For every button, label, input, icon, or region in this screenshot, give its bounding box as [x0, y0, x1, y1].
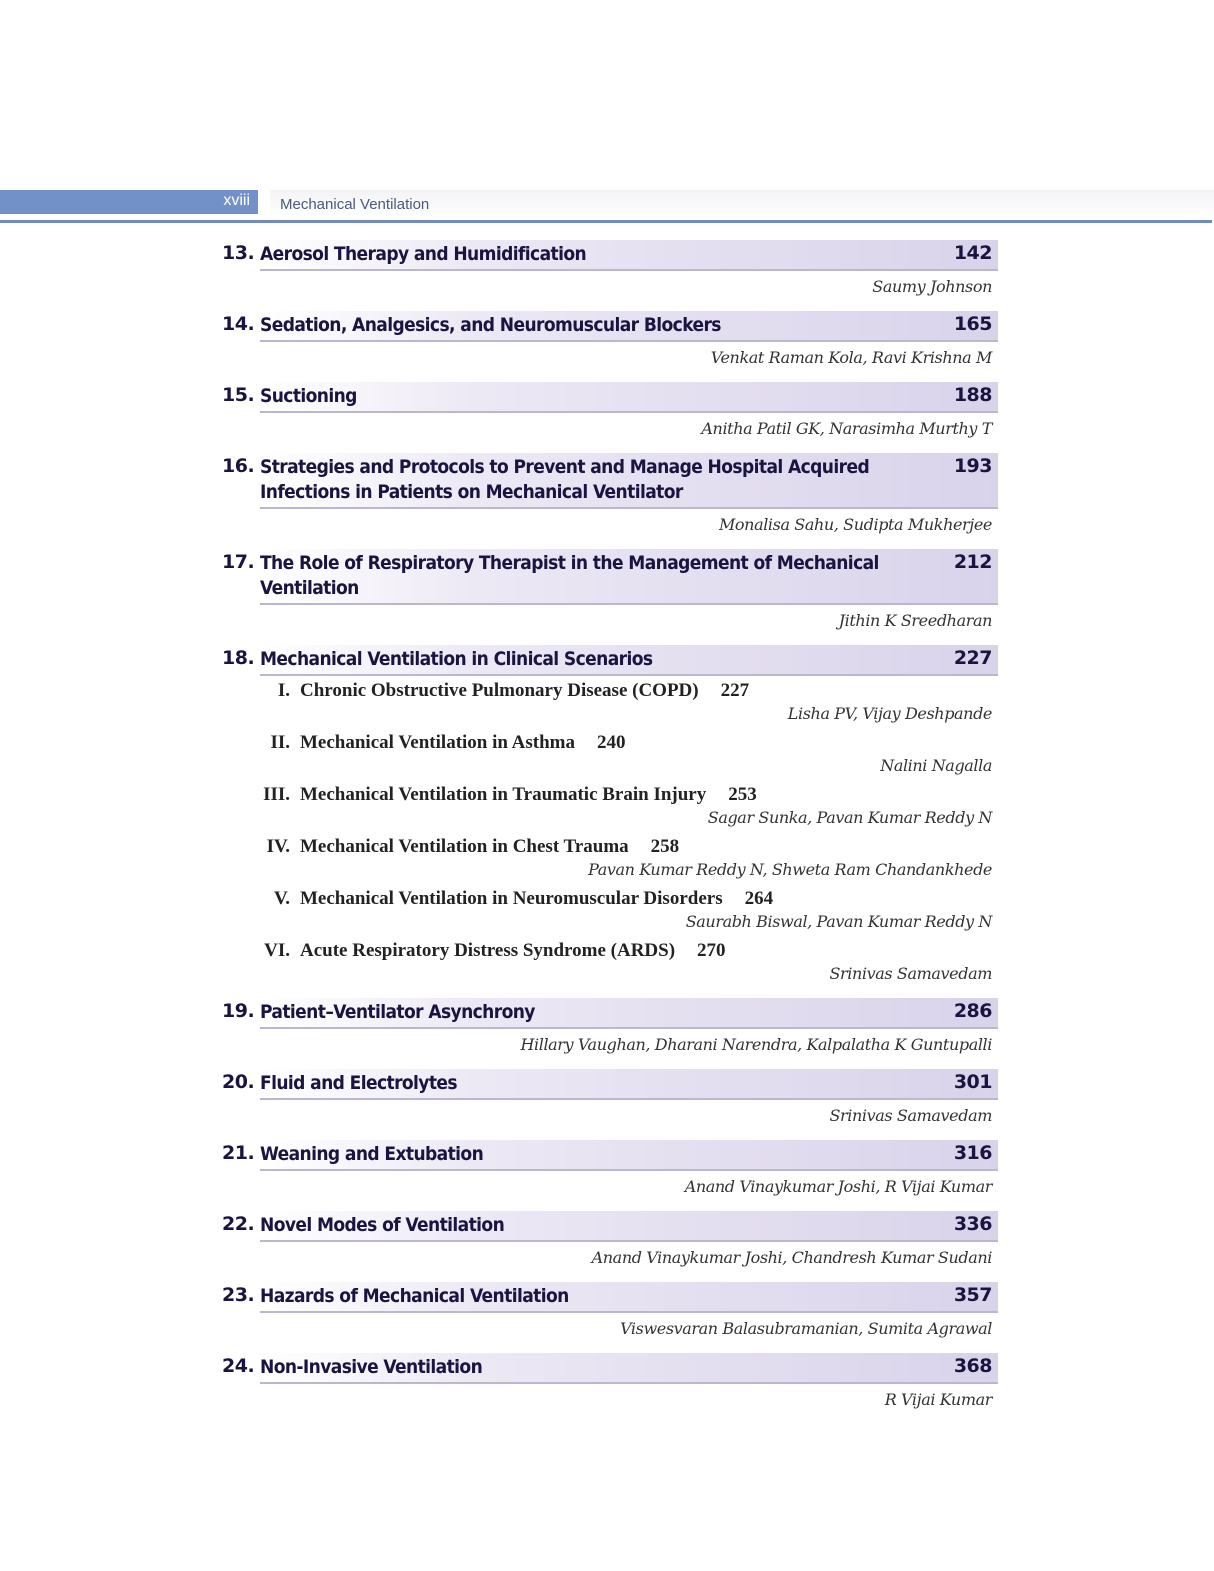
- subsection-authors: Srinivas Samavedam: [829, 964, 992, 983]
- chapter-heading[interactable]: [222, 1282, 998, 1313]
- spacer: [222, 1269, 998, 1282]
- chapter-title[interactable]: Hazards of Mechanical Ventilation: [260, 1285, 569, 1307]
- chapter-number: 23.: [222, 1284, 255, 1306]
- subsection-page: 258: [650, 836, 680, 857]
- chapter-number: 20.: [222, 1071, 255, 1093]
- chapter-title[interactable]: Mechanical Ventilation in Clinical Scenarios: [260, 648, 653, 670]
- chapter-heading[interactable]: [222, 1069, 998, 1100]
- chapter-authors: Saumy Johnson: [872, 277, 992, 296]
- toc-chapter: [222, 382, 998, 453]
- chapter-page: 301: [953, 1071, 992, 1093]
- chapter-heading[interactable]: [222, 311, 998, 342]
- chapter-authors: Venkat Raman Kola, Ravi Krishna M: [710, 348, 992, 367]
- subsection-list: [260, 676, 998, 985]
- chapter-page: 286: [953, 1000, 992, 1022]
- chapter-page: 212: [953, 551, 992, 573]
- table-of-contents: [222, 240, 998, 1424]
- toc-chapter: [222, 998, 998, 1069]
- chapter-title[interactable]: Aerosol Therapy and Humidification: [260, 243, 587, 265]
- chapter-number: 17.: [222, 551, 255, 573]
- chapter-page: 227: [953, 647, 992, 669]
- chapter-title[interactable]: Patient–Ventilator Asynchrony: [260, 1001, 535, 1023]
- chapter-title[interactable]: Strategies and Protocols to Prevent and Manage Hospital Acquired Infections in Patients on Mechanical Ventilator: [260, 456, 870, 503]
- subsection-page: 270: [697, 940, 726, 961]
- chapter-page: 165: [953, 313, 992, 335]
- chapter-authors: Viswesvaran Balasubramanian, Sumita Agrawal: [620, 1319, 992, 1338]
- chapter-page: 368: [953, 1355, 992, 1377]
- chapter-page: 357: [953, 1284, 992, 1306]
- toc-chapter: [222, 1353, 998, 1424]
- toc-chapter: [222, 1069, 998, 1140]
- subsection-number: II.: [270, 732, 290, 753]
- subsection-heading[interactable]: [260, 679, 998, 703]
- header-divider: [0, 220, 1212, 223]
- subsection-number: I.: [277, 680, 290, 701]
- toc-chapter: [222, 311, 998, 382]
- subsection-authors: Sagar Sunka, Pavan Kumar Reddy N: [707, 808, 992, 827]
- chapter-title[interactable]: Sedation, Analgesics, and Neuromuscular Blockers: [260, 314, 721, 336]
- chapter-title[interactable]: Weaning and Extubation: [260, 1143, 484, 1165]
- chapter-heading[interactable]: [222, 1353, 998, 1384]
- spacer: [222, 1127, 998, 1140]
- subsection-page: 240: [597, 732, 626, 753]
- chapter-heading[interactable]: [222, 645, 998, 676]
- chapter-authors: Jithin K Sreedharan: [838, 611, 992, 630]
- subsection-authors: Saurabh Biswal, Pavan Kumar Reddy N: [685, 912, 992, 931]
- chapter-number: 18.: [222, 647, 255, 669]
- subsection-title[interactable]: Mechanical Ventilation in Asthma: [300, 732, 575, 753]
- chapter-page: 193: [953, 455, 992, 477]
- chapter-authors: Anand Vinaykumar Joshi, R Vijai Kumar: [684, 1177, 992, 1196]
- chapter-authors: Anitha Patil GK, Narasimha Murthy T: [701, 419, 992, 438]
- header-title-band: [270, 190, 1214, 218]
- subsection-title[interactable]: Acute Respiratory Distress Syndrome (ARDS): [300, 940, 676, 961]
- subsection-heading[interactable]: [260, 731, 998, 755]
- subsection-number: VI.: [264, 940, 290, 961]
- subsection-page: 227: [720, 680, 750, 701]
- chapter-page: 336: [953, 1213, 992, 1235]
- subsection-heading[interactable]: [260, 887, 998, 911]
- page-number: xviii: [223, 192, 250, 209]
- toc-chapter: [222, 1140, 998, 1211]
- chapter-heading[interactable]: [222, 1211, 998, 1242]
- spacer: [222, 369, 998, 382]
- chapter-heading[interactable]: [222, 382, 998, 413]
- chapter-title[interactable]: The Role of Respiratory Therapist in the Management of Mechanical Ventilation: [260, 552, 879, 599]
- subsection-item: [260, 731, 998, 777]
- subsection-authors: Lisha PV, Vijay Deshpande: [787, 704, 992, 723]
- subsection-page: 253: [728, 784, 757, 805]
- running-title: Mechanical Ventilation: [280, 196, 430, 213]
- toc-chapter: [222, 1211, 998, 1282]
- subsection-item: [260, 783, 998, 829]
- subsection-item: [260, 835, 998, 881]
- chapter-number: 13.: [222, 242, 255, 264]
- spacer: [222, 536, 998, 549]
- subsection-item: [260, 887, 998, 933]
- toc-chapter: [222, 240, 998, 311]
- subsection-title[interactable]: Chronic Obstructive Pulmonary Disease (COPD): [300, 680, 699, 701]
- spacer: [222, 1340, 998, 1353]
- chapter-number: 16.: [222, 455, 255, 477]
- chapter-authors: Monalisa Sahu, Sudipta Mukherjee: [718, 515, 992, 534]
- subsection-number: III.: [263, 784, 290, 805]
- chapter-number: 21.: [222, 1142, 255, 1164]
- chapter-authors: R Vijai Kumar: [884, 1390, 992, 1409]
- spacer: [222, 1198, 998, 1211]
- toc-chapter: [222, 453, 998, 549]
- chapter-number: 24.: [222, 1355, 255, 1377]
- chapter-title[interactable]: Novel Modes of Ventilation: [260, 1214, 505, 1236]
- subsection-number: IV.: [266, 836, 290, 857]
- subsection-item: [260, 939, 998, 985]
- chapter-heading[interactable]: [222, 1140, 998, 1171]
- chapter-number: 15.: [222, 384, 255, 406]
- subsection-heading[interactable]: [260, 783, 998, 807]
- chapter-authors: Srinivas Samavedam: [829, 1106, 992, 1125]
- chapter-authors: Anand Vinaykumar Joshi, Chandresh Kumar Sudani: [591, 1248, 992, 1267]
- subsection-item: [260, 679, 998, 725]
- chapter-page: 316: [953, 1142, 992, 1164]
- spacer: [222, 440, 998, 453]
- chapter-heading[interactable]: [222, 549, 998, 605]
- chapter-page: 142: [953, 242, 992, 264]
- chapter-heading[interactable]: [222, 240, 998, 271]
- chapter-authors: Hillary Vaughan, Dharani Narendra, Kalpalatha K Guntupalli: [520, 1035, 992, 1054]
- toc-chapter: [222, 645, 998, 998]
- chapter-title[interactable]: Fluid and Electrolytes: [260, 1072, 457, 1094]
- chapter-heading[interactable]: [222, 998, 998, 1029]
- subsection-authors: Pavan Kumar Reddy N, Shweta Ram Chandankhede: [588, 860, 992, 879]
- spacer: [222, 985, 998, 998]
- subsection-page: 264: [744, 888, 774, 909]
- spacer: [222, 1411, 998, 1424]
- chapter-heading[interactable]: [222, 453, 998, 509]
- subsection-authors: Nalini Nagalla: [880, 756, 992, 775]
- spacer: [222, 298, 998, 311]
- chapter-page: 188: [953, 384, 992, 406]
- spacer: [222, 1056, 998, 1069]
- subsection-heading[interactable]: [260, 939, 998, 963]
- chapter-number: 14.: [222, 313, 255, 335]
- toc-chapter: [222, 549, 998, 645]
- subsection-title[interactable]: Mechanical Ventilation in Traumatic Brain Injury: [300, 784, 707, 805]
- chapter-title[interactable]: Non-Invasive Ventilation: [260, 1356, 483, 1378]
- chapter-number: 22.: [222, 1213, 255, 1235]
- spacer: [222, 632, 998, 645]
- header-page-band: [0, 190, 258, 214]
- subsection-number: V.: [273, 888, 290, 909]
- chapter-number: 19.: [222, 1000, 255, 1022]
- subsection-title[interactable]: Mechanical Ventilation in Neuromuscular Disorders: [300, 888, 723, 909]
- chapter-title[interactable]: Suctioning: [260, 385, 357, 407]
- toc-chapter: [222, 1282, 998, 1353]
- subsection-heading[interactable]: [260, 835, 998, 859]
- subsection-title[interactable]: Mechanical Ventilation in Chest Trauma: [300, 836, 629, 857]
